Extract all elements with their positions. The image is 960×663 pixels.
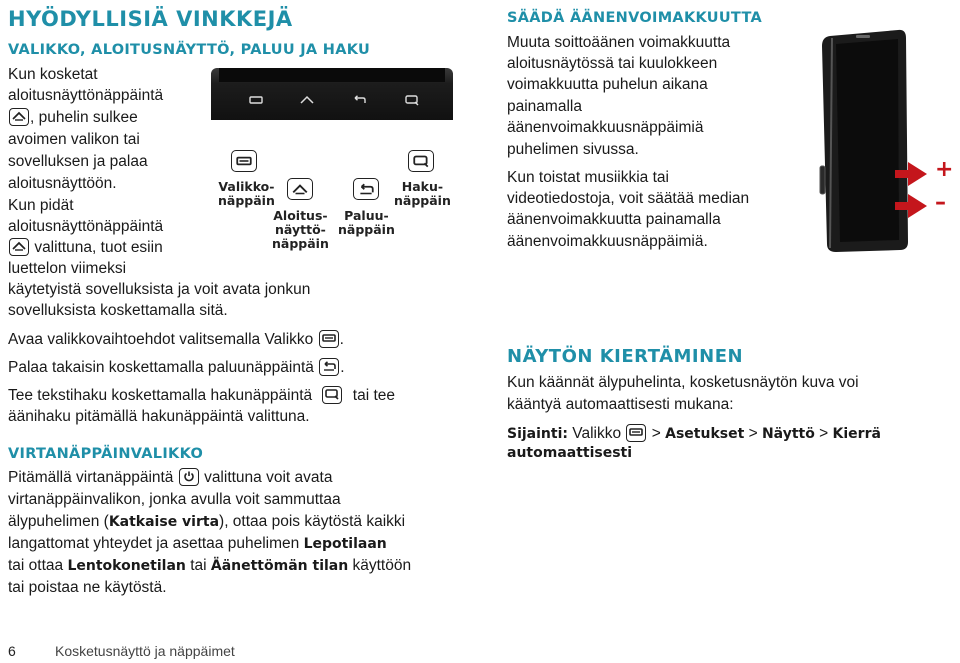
instruction-text: tai tee: [352, 387, 396, 404]
label-line: Haku-: [401, 179, 444, 194]
location-settings: Asetukset: [665, 426, 745, 442]
instruction-text: Tee tekstihaku koskettamalla hakunäppäintä: [8, 387, 313, 404]
period: .: [339, 331, 344, 348]
search-key-label: [394, 180, 451, 208]
power-text: langattomat yhteydet ja asettaa puhelimen: [8, 535, 304, 552]
phone-bottom-illustration: [211, 68, 453, 120]
label-line: näppäin: [272, 236, 329, 251]
phone-earpiece: [856, 35, 870, 38]
volume-line: Kun toistat musiikkia tai: [507, 169, 669, 186]
power-line: [8, 511, 405, 533]
label-line: Aloitus-: [273, 208, 328, 223]
para1-text: valittuna, tuot esiin: [34, 239, 163, 256]
location-menu: Valikko: [572, 425, 622, 442]
phone-screen-edge: [219, 68, 445, 82]
para1-line: [8, 107, 138, 128]
power-option-sleep: Lepotilaan: [303, 536, 387, 552]
search-instruction-2: äänihaku pitämällä hakunäppäintä valittuna.: [8, 408, 310, 425]
para1-line: avoimen valikon tai: [8, 131, 140, 148]
search-instruction: [8, 385, 395, 406]
section-title-power-menu: VIRTANÄPPÄINVALIKKO: [8, 446, 204, 462]
menu-instruction: [8, 329, 344, 350]
location-path: [507, 423, 881, 445]
instruction-text: Palaa takaisin koskettamalla paluunäppäintä: [8, 359, 314, 376]
search-key-icon: [322, 386, 342, 404]
menu-key-icon: [319, 330, 339, 348]
label-line: näppäin: [394, 193, 451, 208]
path-separator: >: [651, 425, 661, 442]
para1-line: sovelluksista koskettamalla sitä.: [8, 302, 228, 319]
location-rotate: Kierrä: [832, 426, 881, 442]
power-text: ), ottaa pois käytöstä kaikki: [219, 513, 406, 530]
label-line: näyttö-: [275, 222, 326, 237]
volume-line: puhelimen sivussa.: [507, 141, 639, 158]
volume-plus-label: +: [935, 157, 954, 182]
label-line: Valikko-: [218, 179, 275, 194]
footer-chapter: Kosketusnäyttö ja näppäimet: [55, 643, 235, 659]
power-line: [8, 467, 332, 488]
rotate-line: Kun käännät älypuhelinta, kosketusnäytön kuva voi: [507, 374, 859, 391]
path-separator: >: [748, 425, 758, 442]
volume-line: videotiedostoja, voit säätää median: [507, 190, 750, 207]
power-line: tai poistaa ne käytöstä.: [8, 579, 167, 596]
power-option-silent: Äänettömän tilan: [210, 558, 349, 574]
para1-line: käytetyistä sovelluksista ja voit avata jonkun: [8, 281, 311, 298]
label-line: näppäin: [218, 193, 275, 208]
power-text: tai: [185, 557, 211, 574]
home-key-icon: [9, 238, 29, 256]
para1-line: Kun kosketat: [8, 66, 98, 83]
path-separator: >: [819, 425, 829, 442]
location-display: Näyttö: [761, 426, 815, 442]
para1-text: , puhelin sulkee: [30, 109, 138, 126]
label-line: Paluu-: [344, 208, 389, 223]
para1-line: aloitusnäyttöön.: [8, 175, 117, 192]
back-key-label: [338, 209, 395, 237]
volume-buttons: [820, 166, 825, 194]
period: .: [340, 359, 345, 376]
volume-line: äänenvoimakkuusnäppäimiä.: [507, 233, 708, 250]
search-icon: [404, 94, 420, 106]
instruction-text: Avaa valikkovaihtoehdot valitsemalla Valikko: [8, 331, 314, 348]
power-text: älypuhelimen (: [8, 513, 109, 530]
power-option-airplane: Lentokonetilan: [67, 558, 186, 574]
page-title: HYÖDYLLISIÄ VINKKEJÄ: [8, 7, 293, 31]
menu-key-label: [218, 180, 275, 208]
para1-line: [8, 237, 163, 258]
para1-line: sovelluksen ja palaa: [8, 153, 148, 170]
menu-key-icon: [626, 424, 646, 442]
volume-minus-label: –: [935, 190, 946, 215]
back-instruction: [8, 357, 345, 378]
volume-line: voimakkuutta puhelun aikana: [507, 76, 708, 93]
rotate-line: kääntyä automaattisesti mukana:: [507, 396, 734, 413]
home-key-label: [272, 209, 329, 251]
power-text: valittuna voit avata: [204, 469, 333, 486]
power-text: käyttöön: [348, 557, 412, 574]
power-line: [8, 555, 411, 577]
home-icon: [299, 94, 315, 106]
phone-side-illustration: [800, 28, 960, 254]
power-line: [8, 533, 387, 555]
back-icon: [351, 94, 367, 106]
menu-icon: [248, 94, 264, 106]
section-title-volume: SÄÄDÄ ÄÄNENVOIMAKKUUTTA: [507, 10, 763, 26]
section-title-menu-home: VALIKKO, ALOITUSNÄYTTÖ, PALUU JA HAKU: [8, 42, 371, 58]
volume-line: painamalla: [507, 98, 582, 115]
para1-line: aloitusnäyttönäppäintä: [8, 218, 164, 235]
location-label: Sijainti:: [507, 426, 568, 442]
volume-line: äänenvoimakkuusnäppäimiä: [507, 119, 704, 136]
volume-line: aloitusnäytössä tai kuulokkeen: [507, 55, 718, 72]
page-number: 6: [8, 643, 16, 659]
power-text: tai ottaa: [8, 557, 68, 574]
back-key-icon: [353, 178, 379, 200]
para1-line: luettelon viimeksi: [8, 260, 127, 277]
volume-line: äänenvoimakkuutta painamalla: [507, 211, 721, 228]
power-line: virtanäppäinvalikon, jonka avulla voit sammuttaa: [8, 491, 341, 508]
power-text: Pitämällä virtanäppäintä: [8, 469, 174, 486]
back-key-icon: [319, 358, 339, 376]
para1-line: aloitusnäyttönäppäintä: [8, 87, 164, 104]
para1-line: Kun pidät: [8, 197, 74, 214]
label-line: näppäin: [338, 222, 395, 237]
home-key-icon: [9, 108, 29, 126]
section-title-rotation: NÄYTÖN KIERTÄMINEN: [507, 346, 744, 367]
menu-key-icon: [231, 150, 257, 172]
power-key-icon: [179, 468, 199, 486]
power-option-shutdown: Katkaise virta: [108, 514, 220, 530]
location-auto: automaattisesti: [507, 445, 633, 461]
home-key-icon: [287, 178, 313, 200]
search-key-icon: [408, 150, 434, 172]
volume-line: Muuta soittoäänen voimakkuutta: [507, 34, 731, 51]
phone-screen: [836, 39, 899, 242]
